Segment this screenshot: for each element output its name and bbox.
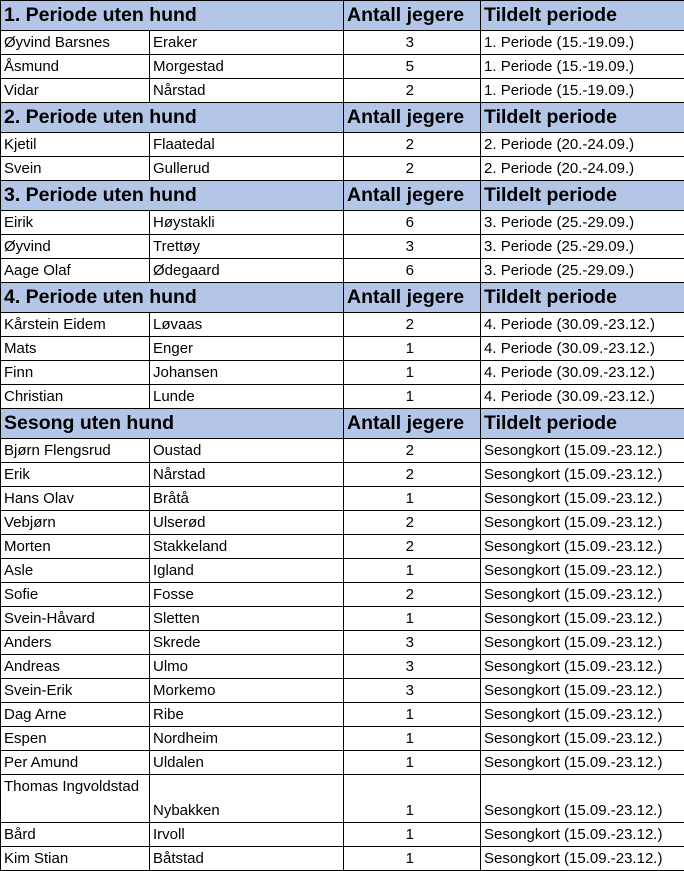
hunter-count-cell: 6 — [344, 211, 481, 235]
assigned-period-cell: 1. Periode (15.-19.09.) — [481, 31, 684, 55]
section-title: Sesong uten hund — [1, 409, 344, 439]
hunter-count-cell: 2 — [344, 79, 481, 103]
assigned-period-cell: 2. Periode (20.-24.09.) — [481, 157, 684, 181]
assigned-period-cell: Sesongkort (15.09.-23.12.) — [481, 511, 684, 535]
assigned-period-cell: 4. Periode (30.09.-23.12.) — [481, 337, 684, 361]
first-name-cell: Espen — [1, 727, 150, 751]
assigned-period-cell: Sesongkort (15.09.-23.12.) — [481, 847, 684, 871]
first-name-cell: Åsmund — [1, 55, 150, 79]
table-row — [1, 511, 684, 535]
section-title: 4. Periode uten hund — [1, 283, 344, 313]
section-header-row — [1, 409, 684, 439]
last-name-cell: Nybakken — [150, 775, 344, 823]
last-name-cell: Morkemo — [150, 679, 344, 703]
last-name-cell: Nårstad — [150, 79, 344, 103]
table-row — [1, 655, 684, 679]
last-name-cell: Nårstad — [150, 463, 344, 487]
table-row — [1, 535, 684, 559]
table-row — [1, 55, 684, 79]
table-row — [1, 559, 684, 583]
assigned-period-cell: 2. Periode (20.-24.09.) — [481, 133, 684, 157]
table-row — [1, 775, 684, 823]
hunter-count-cell: 1 — [344, 703, 481, 727]
section-header-row — [1, 1, 684, 31]
table-row — [1, 157, 684, 181]
assigned-period-cell: Sesongkort (15.09.-23.12.) — [481, 439, 684, 463]
last-name-cell: Løvaas — [150, 313, 344, 337]
assigned-period-cell: 3. Periode (25.-29.09.) — [481, 211, 684, 235]
hunter-count-cell: 1 — [344, 361, 481, 385]
first-name-cell: Øyvind — [1, 235, 150, 259]
hunter-count-cell: 1 — [344, 385, 481, 409]
first-name-cell: Hans Olav — [1, 487, 150, 511]
last-name-cell: Johansen — [150, 361, 344, 385]
section-title: 3. Periode uten hund — [1, 181, 344, 211]
count-column-header: Antall jegere — [344, 1, 481, 31]
assigned-period-cell: 4. Periode (30.09.-23.12.) — [481, 313, 684, 337]
table-row — [1, 235, 684, 259]
last-name-cell: Morgestad — [150, 55, 344, 79]
assigned-period-cell: Sesongkort (15.09.-23.12.) — [481, 607, 684, 631]
table-row — [1, 463, 684, 487]
count-column-header: Antall jegere — [344, 103, 481, 133]
first-name-cell: Øyvind Barsnes — [1, 31, 150, 55]
period-column-header: Tildelt periode — [481, 283, 684, 313]
hunter-count-cell: 1 — [344, 775, 481, 823]
count-column-header: Antall jegere — [344, 181, 481, 211]
last-name-cell: Ulserød — [150, 511, 344, 535]
hunter-count-cell: 1 — [344, 559, 481, 583]
hunter-count-cell: 1 — [344, 847, 481, 871]
last-name-cell: Eraker — [150, 31, 344, 55]
section-title: 2. Periode uten hund — [1, 103, 344, 133]
hunter-count-cell: 1 — [344, 337, 481, 361]
first-name-cell: Bård — [1, 823, 150, 847]
first-name-cell: Svein-Erik — [1, 679, 150, 703]
first-name-cell: Vidar — [1, 79, 150, 103]
assigned-period-cell: Sesongkort (15.09.-23.12.) — [481, 655, 684, 679]
table-row — [1, 211, 684, 235]
first-name-cell: Kjetil — [1, 133, 150, 157]
hunter-count-cell: 1 — [344, 751, 481, 775]
last-name-cell: Lunde — [150, 385, 344, 409]
first-name-cell: Per Amund — [1, 751, 150, 775]
assigned-period-cell: 4. Periode (30.09.-23.12.) — [481, 385, 684, 409]
count-column-header: Antall jegere — [344, 283, 481, 313]
table-row — [1, 439, 684, 463]
first-name-cell: Mats — [1, 337, 150, 361]
table-row — [1, 337, 684, 361]
last-name-cell: Skrede — [150, 631, 344, 655]
last-name-cell: Fosse — [150, 583, 344, 607]
table-row — [1, 79, 684, 103]
first-name-cell: Christian — [1, 385, 150, 409]
table-row — [1, 751, 684, 775]
last-name-cell: Irvoll — [150, 823, 344, 847]
first-name-cell: Bjørn Flengsrud — [1, 439, 150, 463]
last-name-cell: Ribe — [150, 703, 344, 727]
first-name-cell: Anders — [1, 631, 150, 655]
assigned-period-cell: Sesongkort (15.09.-23.12.) — [481, 487, 684, 511]
table-row — [1, 703, 684, 727]
hunter-count-cell: 3 — [344, 31, 481, 55]
period-column-header: Tildelt periode — [481, 181, 684, 211]
table-row — [1, 583, 684, 607]
first-name-cell: Aage Olaf — [1, 259, 150, 283]
hunter-count-cell: 1 — [344, 727, 481, 751]
last-name-cell: Høystakli — [150, 211, 344, 235]
first-name-cell: Kim Stian — [1, 847, 150, 871]
hunter-count-cell: 2 — [344, 535, 481, 559]
hunter-count-cell: 2 — [344, 511, 481, 535]
last-name-cell: Trettøy — [150, 235, 344, 259]
assigned-period-cell: Sesongkort (15.09.-23.12.) — [481, 583, 684, 607]
hunter-count-cell: 2 — [344, 157, 481, 181]
hunter-count-cell: 1 — [344, 607, 481, 631]
table-row — [1, 847, 684, 871]
hunter-count-cell: 2 — [344, 133, 481, 157]
assigned-period-cell: 3. Periode (25.-29.09.) — [481, 259, 684, 283]
first-name-cell: Svein-Håvard — [1, 607, 150, 631]
assigned-period-cell: 3. Periode (25.-29.09.) — [481, 235, 684, 259]
table-row — [1, 133, 684, 157]
assigned-period-cell: Sesongkort (15.09.-23.12.) — [481, 751, 684, 775]
last-name-cell: Gullerud — [150, 157, 344, 181]
first-name-cell: Erik — [1, 463, 150, 487]
assigned-period-cell: 4. Periode (30.09.-23.12.) — [481, 361, 684, 385]
last-name-cell: Båtstad — [150, 847, 344, 871]
table-body — [1, 1, 684, 871]
table-row — [1, 679, 684, 703]
first-name-cell: Thomas Ingvoldstad — [1, 775, 150, 823]
assigned-period-cell: Sesongkort (15.09.-23.12.) — [481, 463, 684, 487]
hunter-count-cell: 5 — [344, 55, 481, 79]
hunter-count-cell: 3 — [344, 655, 481, 679]
first-name-cell: Sofie — [1, 583, 150, 607]
last-name-cell: Ulmo — [150, 655, 344, 679]
table-row — [1, 313, 684, 337]
last-name-cell: Flaatedal — [150, 133, 344, 157]
table-row — [1, 727, 684, 751]
first-name-cell: Asle — [1, 559, 150, 583]
hunter-count-cell: 3 — [344, 631, 481, 655]
first-name-cell: Andreas — [1, 655, 150, 679]
hunter-count-cell: 1 — [344, 823, 481, 847]
hunter-count-cell: 2 — [344, 583, 481, 607]
table-row — [1, 385, 684, 409]
last-name-cell: Igland — [150, 559, 344, 583]
hunter-count-cell: 2 — [344, 313, 481, 337]
table-row — [1, 487, 684, 511]
table-row — [1, 631, 684, 655]
table-row — [1, 361, 684, 385]
last-name-cell: Sletten — [150, 607, 344, 631]
last-name-cell: Ødegaard — [150, 259, 344, 283]
assigned-period-cell: Sesongkort (15.09.-23.12.) — [481, 679, 684, 703]
assigned-period-cell: Sesongkort (15.09.-23.12.) — [481, 703, 684, 727]
last-name-cell: Uldalen — [150, 751, 344, 775]
section-title: 1. Periode uten hund — [1, 1, 344, 31]
assigned-period-cell: Sesongkort (15.09.-23.12.) — [481, 559, 684, 583]
table-row — [1, 823, 684, 847]
hunter-count-cell: 6 — [344, 259, 481, 283]
first-name-cell: Kårstein Eidem — [1, 313, 150, 337]
first-name-cell: Svein — [1, 157, 150, 181]
last-name-cell: Enger — [150, 337, 344, 361]
hunter-count-cell: 1 — [344, 487, 481, 511]
hunter-count-cell: 3 — [344, 235, 481, 259]
table-row — [1, 259, 684, 283]
assigned-period-cell: Sesongkort (15.09.-23.12.) — [481, 727, 684, 751]
first-name-cell: Eirik — [1, 211, 150, 235]
first-name-cell: Dag Arne — [1, 703, 150, 727]
assigned-period-cell: Sesongkort (15.09.-23.12.) — [481, 823, 684, 847]
hunter-count-cell: 2 — [344, 439, 481, 463]
assigned-period-cell: Sesongkort (15.09.-23.12.) — [481, 535, 684, 559]
assigned-period-cell: 1. Periode (15.-19.09.) — [481, 79, 684, 103]
count-column-header: Antall jegere — [344, 409, 481, 439]
assigned-period-cell: Sesongkort (15.09.-23.12.) — [481, 631, 684, 655]
period-column-header: Tildelt periode — [481, 103, 684, 133]
first-name-cell: Finn — [1, 361, 150, 385]
table-row — [1, 31, 684, 55]
last-name-cell: Nordheim — [150, 727, 344, 751]
period-column-header: Tildelt periode — [481, 1, 684, 31]
section-header-row — [1, 283, 684, 313]
section-header-row — [1, 103, 684, 133]
period-column-header: Tildelt periode — [481, 409, 684, 439]
last-name-cell: Bråtå — [150, 487, 344, 511]
assigned-period-cell: 1. Periode (15.-19.09.) — [481, 55, 684, 79]
last-name-cell: Stakkeland — [150, 535, 344, 559]
last-name-cell: Oustad — [150, 439, 344, 463]
hunter-count-cell: 2 — [344, 463, 481, 487]
section-header-row — [1, 181, 684, 211]
first-name-cell: Morten — [1, 535, 150, 559]
table-row — [1, 607, 684, 631]
assigned-period-cell: Sesongkort (15.09.-23.12.) — [481, 775, 684, 823]
first-name-cell: Vebjørn — [1, 511, 150, 535]
hunter-count-cell: 3 — [344, 679, 481, 703]
